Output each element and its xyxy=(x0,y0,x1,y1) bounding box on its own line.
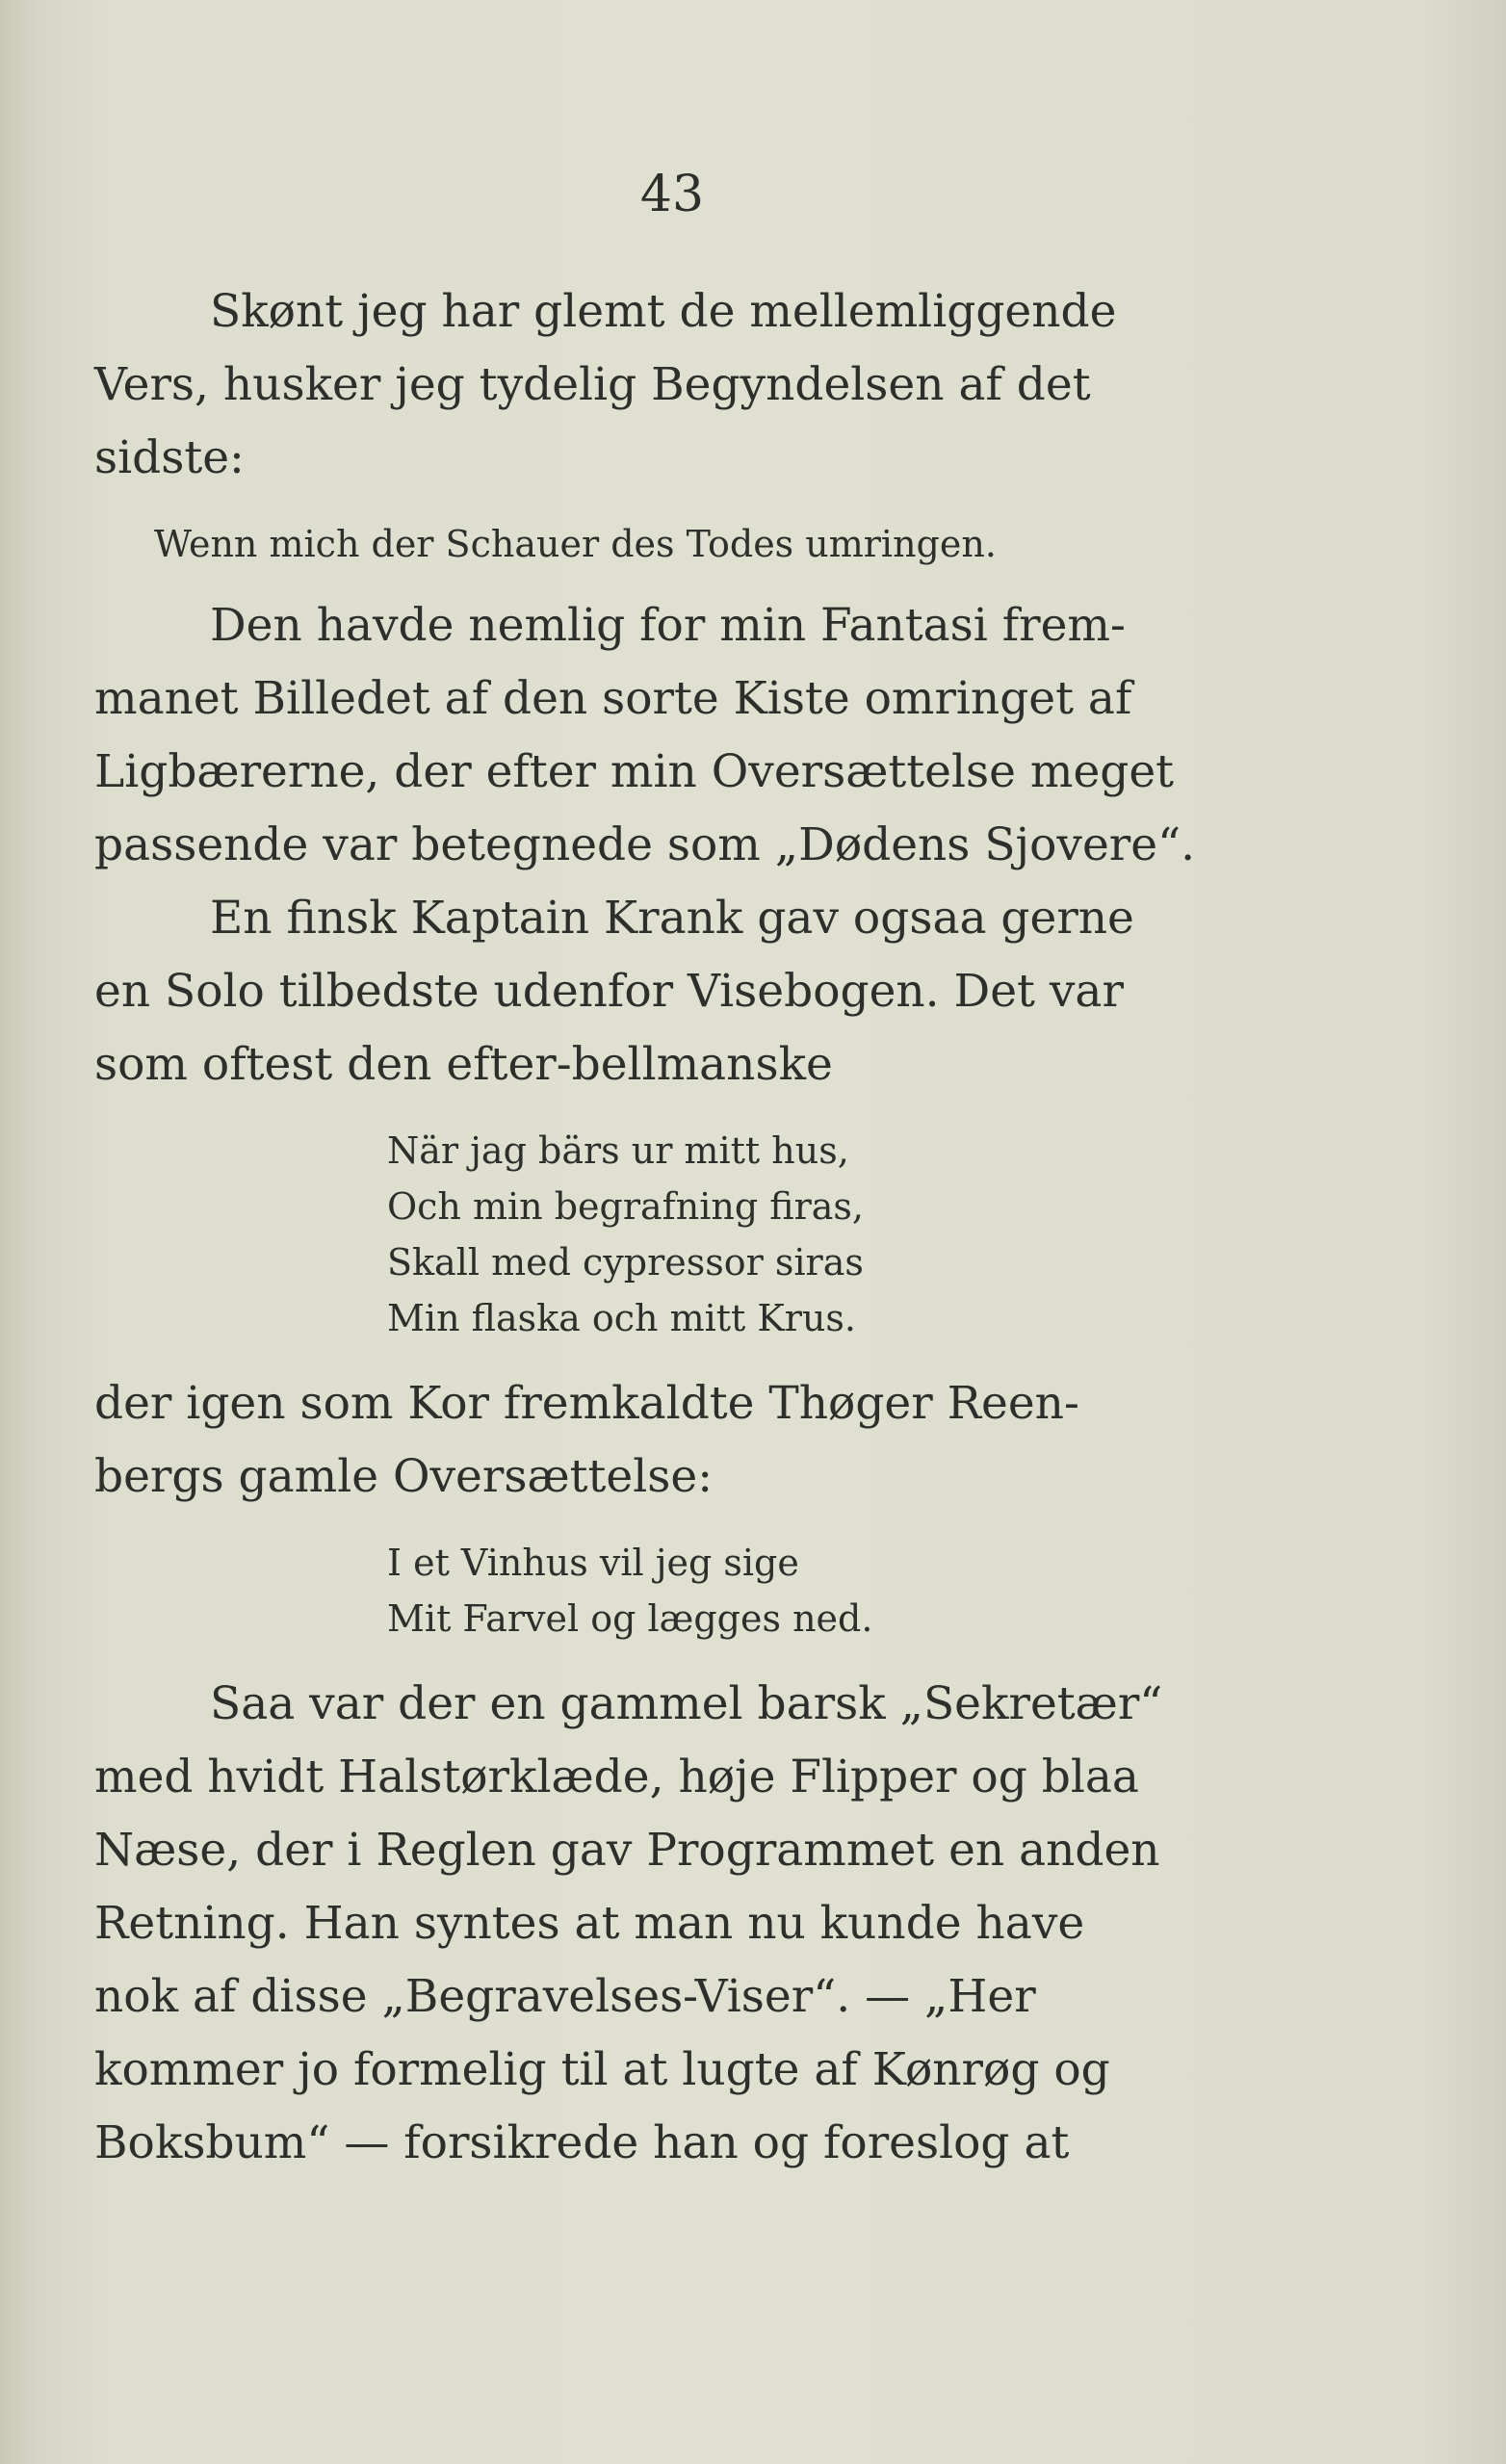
text-line: en Solo tilbedste udenfor Visebogen. Det var xyxy=(94,965,1124,1018)
page-number: 43 xyxy=(639,166,705,223)
text-line: kommer jo formelig til at lugte af Kønrøg og xyxy=(94,2043,1110,2096)
verse-2 xyxy=(387,1123,1157,1346)
verse-1 xyxy=(154,516,1310,572)
text-line: Boksbum“ — forsikrede han og foreslog at xyxy=(94,2116,1070,2169)
text-line: Saa var der en gammel barsk „Sekretær“ xyxy=(210,1677,1163,1730)
text-line: nok af disse „Begravelses-Viser“. — „Her xyxy=(94,1970,1036,2023)
verse-3 xyxy=(387,1535,1157,1647)
verse-line: Skall med cypressor siras xyxy=(387,1241,864,1284)
verse-line: Wenn mich der Schauer des Todes umringen. xyxy=(154,523,997,565)
text-line: Næse, der i Reglen gav Programmet en anden xyxy=(94,1824,1160,1877)
text-line: Skønt jeg har glemt de mellemliggende xyxy=(210,285,1117,338)
paragraph-4 xyxy=(94,1668,1250,2180)
text-line: sidste: xyxy=(94,431,245,484)
text-line: passende var betegnede som „Dødens Sjovere“. xyxy=(94,818,1196,871)
text-line: med hvidt Halstørklæde, høje Flipper og blaa xyxy=(94,1751,1139,1803)
verse-line: Min flaska och mitt Krus. xyxy=(387,1297,857,1339)
text-line: Ligbærerne, der efter min Oversættelse meget xyxy=(94,745,1175,798)
verse-line: Och min begrafning firas, xyxy=(387,1185,865,1228)
verse-line: När jag bärs ur mitt hus, xyxy=(387,1129,849,1172)
paragraph-1 xyxy=(94,275,1250,495)
text-line: bergs gamle Oversættelse: xyxy=(94,1450,714,1503)
paragraph-2 xyxy=(94,589,1250,1102)
text-line: En finsk Kaptain Krank gav ogsaa gerne xyxy=(210,892,1134,945)
text-line: manet Billedet af den sorte Kiste omringet af xyxy=(94,672,1132,725)
text-line: der igen som Kor fremkaldte Thøger Reen- xyxy=(94,1377,1079,1430)
verse-line: I et Vinhus vil jeg sige xyxy=(387,1542,799,1584)
text-line: som oftest den efter-bellmanske xyxy=(94,1038,833,1091)
text-line: Vers, husker jeg tydelig Begyndelsen af det xyxy=(94,358,1091,411)
paragraph-3 xyxy=(94,1367,1250,1514)
verse-line: Mit Farvel og lægges ned. xyxy=(387,1597,873,1640)
text-line: Retning. Han syntes at man nu kunde have xyxy=(94,1897,1085,1950)
text-line: Den havde nemlig for min Fantasi frem- xyxy=(210,599,1126,652)
